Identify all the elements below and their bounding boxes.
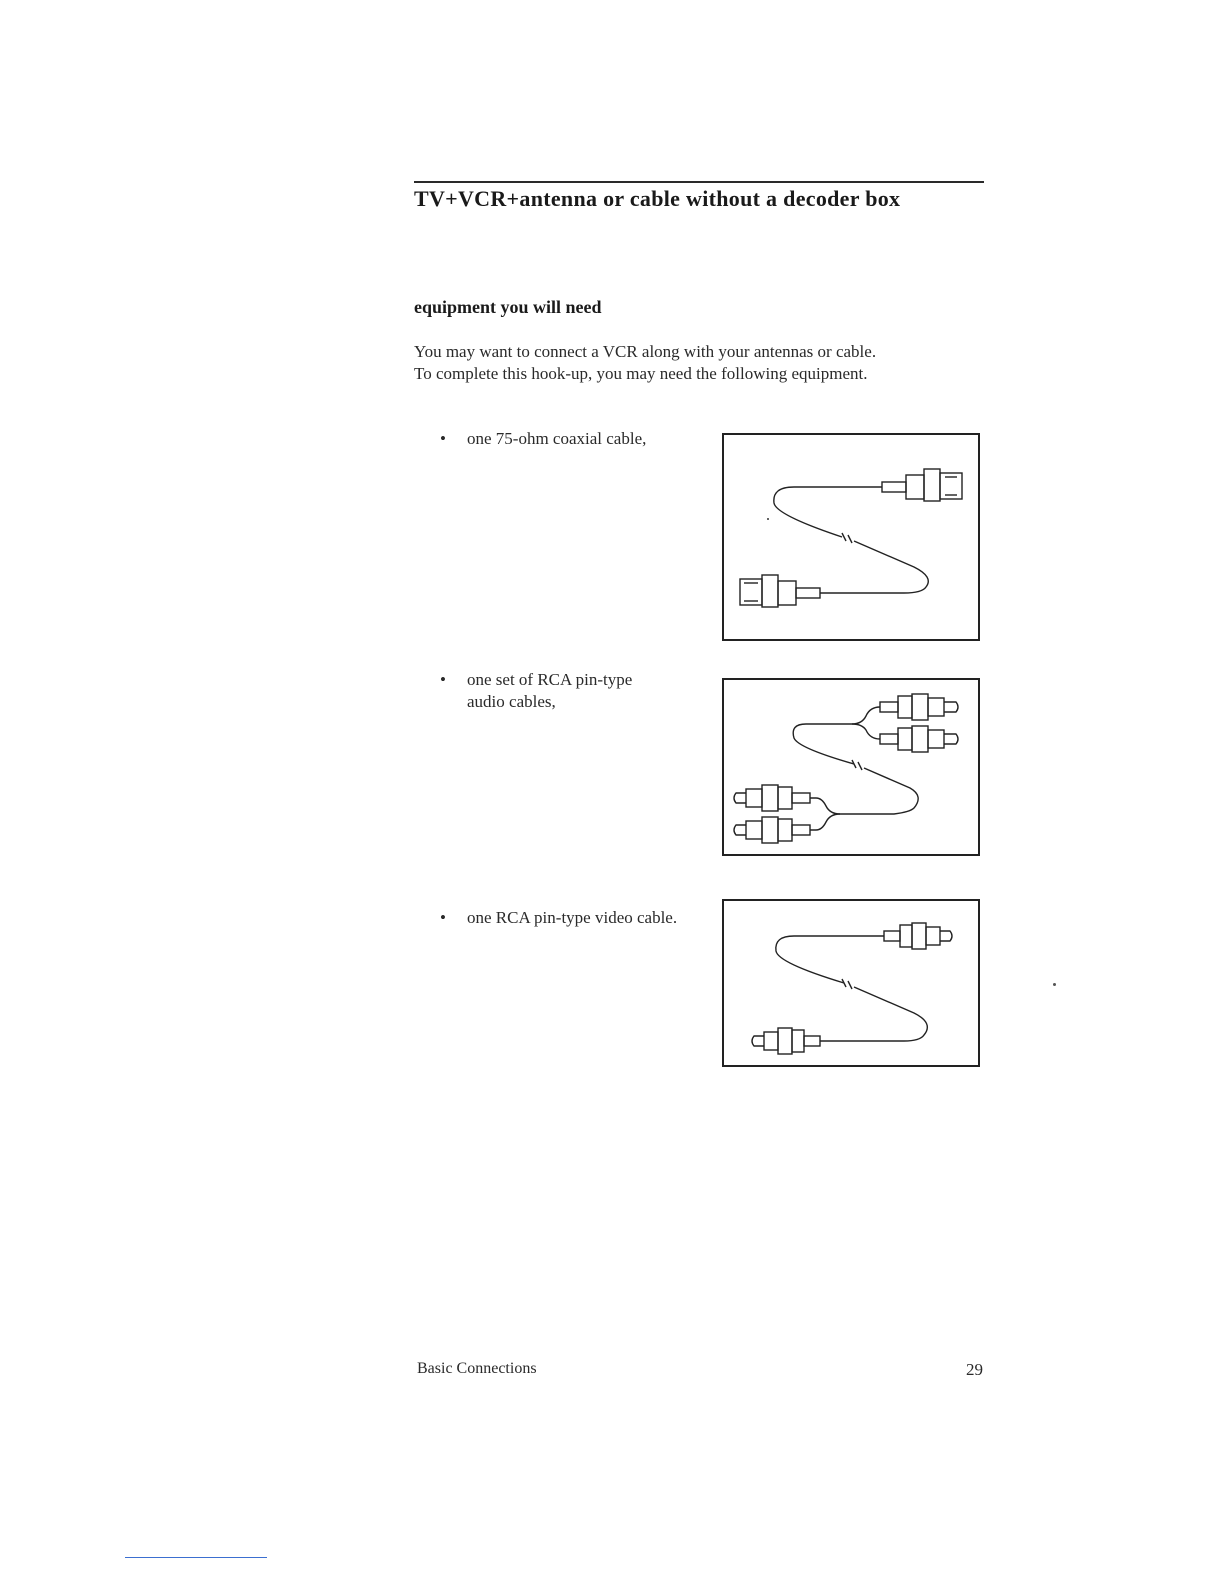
rca-video-cable-illustration [722, 899, 980, 1067]
page-title: TV+VCR+antenna or cable without a decoder box [414, 186, 901, 211]
list-item-coaxial-cable [440, 428, 710, 452]
bullet: • [440, 429, 446, 448]
rca-video-cable-icon [724, 901, 978, 1065]
intro-paragraph [414, 341, 994, 385]
title-rule [414, 181, 984, 183]
page-number: 29 [966, 1360, 983, 1379]
rca-audio-cables-illustration [722, 678, 980, 856]
item-text-line: audio cables, [467, 692, 556, 711]
scan-speck [1053, 983, 1056, 986]
intro-line: To complete this hook-up, you may need the following equipment. [414, 364, 868, 383]
list-item-rca-video-cable [440, 907, 730, 931]
item-text: one RCA pin-type video cable. [467, 908, 678, 927]
coaxial-cable-icon [724, 435, 978, 639]
item-text-line: one set of RCA pin-type [467, 670, 633, 689]
scan-artifact-line [125, 1557, 267, 1558]
rca-audio-cables-icon [724, 680, 978, 854]
bullet: • [440, 670, 446, 689]
intro-line: You may want to connect a VCR along with your antennas or cable. [414, 342, 877, 361]
list-item-rca-audio-cables [440, 669, 710, 715]
item-text [467, 669, 632, 713]
section-heading: equipment you will need [414, 297, 602, 317]
bullet: • [440, 908, 446, 927]
footer-section-name: Basic Connections [417, 1360, 537, 1377]
item-text: one 75-ohm coaxial cable, [467, 429, 647, 448]
coaxial-cable-illustration [722, 433, 980, 641]
